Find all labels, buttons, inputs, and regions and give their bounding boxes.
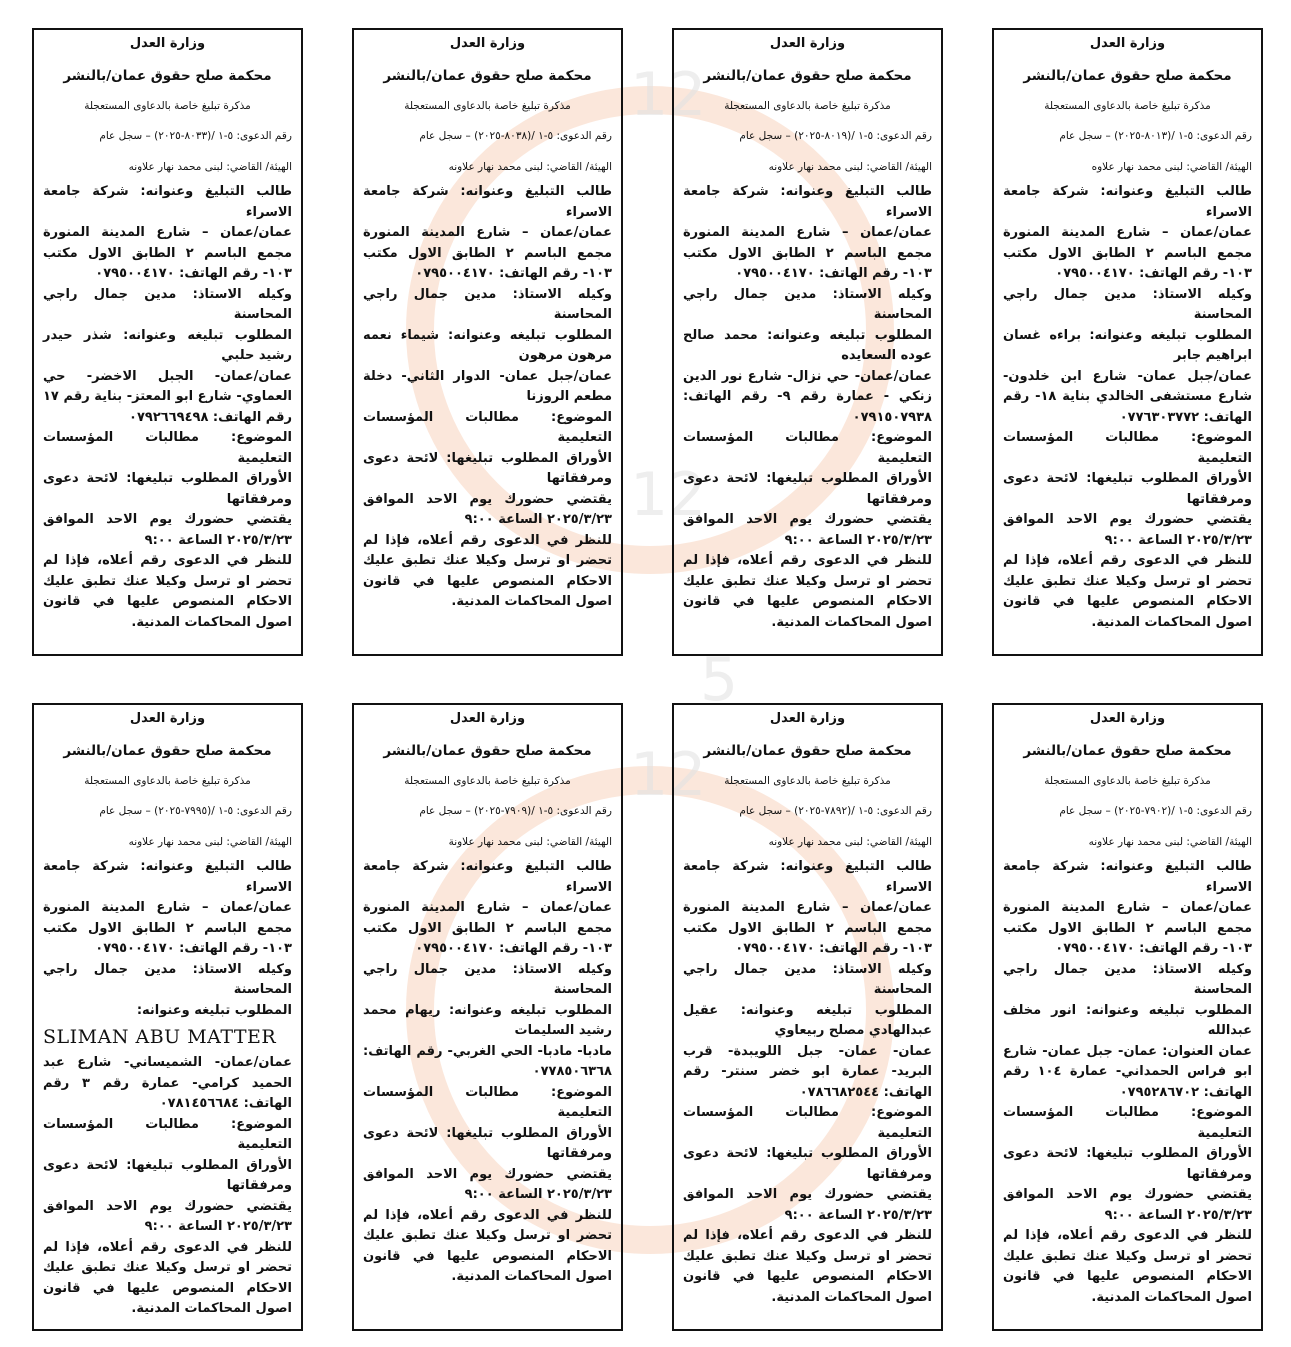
notice-body (683, 182, 932, 633)
notice-paragraph: طالب التبليغ وعنوانه: شركة جامعة الاسراء (43, 184, 292, 220)
notice-paragraph: للنظر في الدعوى رقم أعلاه، فإذا لم تحضر او ترسل وكيلا عنك تطبق عليك الاحكام المنصوص عليها في قانون اصول المحاكمات المدنية. (1003, 553, 1252, 630)
ministry-title: وزارة العدل (1089, 36, 1166, 51)
notice-paragraph: يقتضي حضورك يوم الاحد الموافق ٢٠٢٥/٣/٢٣ الساعة ٩:٠٠ (1003, 512, 1252, 548)
notice-paragraph: عمان/جبل عمان- شارع ابن خلدون- شارع مستشفى الخالدي بناية ١٨- رقم الهاتف: ٠٧٧٦٣٠٣٧٧٢ (1003, 368, 1252, 425)
judge-line: الهيئة/ القاضي: لبنى محمد نهار علاونة (448, 836, 612, 848)
notice-1 (992, 28, 1263, 656)
notice-paragraph: عمان/عمان- الجبل الاخضر- حي العماوي- شارع ابو المعتز- بناية رقم ١٧ رقم الهاتف: ٠٧٩٢٦٦٩٤٩٨ (43, 368, 292, 425)
notice-8 (32, 703, 303, 1331)
ministry-title: وزارة العدل (449, 36, 526, 51)
notice-paragraph: عمان/عمان – شارع المدينة المنورة مجمع الباسم ٢ الطابق الاول مكتب ١٠٣- رقم الهاتف: ٠٧٩٥٠٠٤١٧٠ (43, 225, 293, 281)
judge-line: الهيئة/ القاضي: لبنى محمد نهار علاونه (128, 161, 292, 173)
case-number: رقم الدعوى: ٥-١ /(٨٠٣٣-٢٠٢٥) – سجل عام (99, 130, 292, 142)
notice-paragraph: للنظر في الدعوى رقم أعلاه، فإذا لم تحضر او ترسل وكيلا عنك تطبق عليك الاحكام المنصوص عليها في قانون اصول المحاكمات المدنية. (363, 532, 612, 609)
notice-paragraph: للنظر في الدعوى رقم أعلاه، فإذا لم تحضر او ترسل وكيلا عنك تطبق عليك الاحكام المنصوص عليها في قانون اصول المحاكمات المدنية. (683, 553, 932, 630)
memo-type: مذكرة تبليغ خاصة بالدعاوى المستعجلة (1044, 775, 1211, 787)
memo-type: مذكرة تبليغ خاصة بالدعاوى المستعجلة (724, 775, 891, 787)
notice-paragraph: عمان/عمان – شارع المدينة المنورة مجمع الباسم ٢ الطابق الاول مكتب ١٠٣- رقم الهاتف: ٠٧٩٥٠٠٤١٧٠ (363, 900, 613, 956)
notice-paragraph: عمان/عمان – شارع المدينة المنورة مجمع الباسم ٢ الطابق الاول مكتب ١٠٣- رقم الهاتف: ٠٧٩٥٠٠٤١٧٠ (1003, 900, 1253, 956)
memo-type: مذكرة تبليغ خاصة بالدعاوى المستعجلة (84, 100, 251, 112)
notice-body (1003, 182, 1252, 633)
notice-paragraph: الأوراق المطلوب تبليغها: لائحة دعوى ومرفقاتها (683, 471, 932, 507)
ministry-title: وزارة العدل (1089, 711, 1166, 726)
judge-line: الهيئة/ القاضي: لبنى محمد نهار علاونه (448, 161, 612, 173)
notice-paragraph: الأوراق المطلوب تبليغها: لائحة دعوى ومرفقاتها (1003, 1146, 1252, 1182)
notice-paragraph: عمان/عمان – شارع المدينة المنورة مجمع الباسم ٢ الطابق الاول مكتب ١٠٣- رقم الهاتف: ٠٧٩٥٠٠٤١٧٠ (1003, 225, 1253, 281)
court-name: محكمة صلح حقوق عمان/بالنشر (383, 743, 592, 759)
notice-paragraph: يقتضي حضورك يوم الاحد الموافق ٢٠٢٥/٣/٢٣ الساعة ٩:٠٠ (1003, 1187, 1252, 1223)
judge-line: الهيئة/ القاضي: لبنى محمد نهار علاوه (1091, 161, 1252, 173)
notice-paragraph: الموضوع: مطالبات المؤسسات التعليمية (683, 1105, 932, 1141)
svg-text:12: 12 (630, 740, 707, 810)
notice-paragraph: عمان/عمان – شارع المدينة المنورة مجمع الباسم ٢ الطابق الاول مكتب ١٠٣- رقم الهاتف: ٠٧٩٥٠٠٤١٧٠ (363, 225, 613, 281)
notice-paragraph: المطلوب تبليغه وعنوانه: ريهام محمد رشيد السليمات (363, 1002, 612, 1038)
notice-paragraph: الأوراق المطلوب تبليغها: لائحة دعوى ومرفقاتها (683, 1146, 932, 1182)
notice-body (683, 857, 932, 1308)
notice-paragraph: الموضوع: مطالبات المؤسسات التعليمية (1003, 1105, 1252, 1141)
court-name: محكمة صلح حقوق عمان/بالنشر (63, 68, 272, 84)
notice-7 (352, 703, 623, 1331)
notice-paragraph: طالب التبليغ وعنوانه: شركة جامعة الاسراء (363, 859, 612, 895)
notice-paragraph: وكيله الاستاذ: مدين جمال راجي المحاسنة (363, 961, 612, 997)
notice-paragraph: عمان/عمان – شارع المدينة المنورة مجمع الباسم ٢ الطابق الاول مكتب ١٠٣- رقم الهاتف: ٠٧٩٥٠٠٤١٧٠ (683, 225, 933, 281)
notice-paragraph: عمان- عمان- جبل اللويبدة- قرب البريد- عمارة ابو خضر سنتر- رقم الهاتف: ٠٧٨٦٦٨٢٥٤٤ (683, 1043, 932, 1100)
memo-type: مذكرة تبليغ خاصة بالدعاوى المستعجلة (724, 100, 891, 112)
notice-paragraph: طالب التبليغ وعنوانه: شركة جامعة الاسراء (683, 184, 932, 220)
ministry-title: وزارة العدل (129, 711, 206, 726)
notice-paragraph: المطلوب تبليغه وعنوانه: عقيل عبدالهادي مصلح ربيعاوي (683, 1002, 932, 1038)
ministry-title: وزارة العدل (129, 36, 206, 51)
notice-paragraph: طالب التبليغ وعنوانه: شركة جامعة الاسراء (363, 184, 612, 220)
notice-paragraph: الموضوع: مطالبات المؤسسات التعليمية (363, 409, 612, 445)
notice-paragraph: عمان/جبل عمان- الدوار الثاني- دخلة مطعم الروزنا (363, 368, 612, 404)
notice-paragraph: وكيله الاستاذ: مدين جمال راجي المحاسنة (43, 286, 292, 322)
ministry-title: وزارة العدل (769, 36, 846, 51)
notice-paragraph: يقتضي حضورك يوم الاحد الموافق ٢٠٢٥/٣/٢٣ الساعة ٩:٠٠ (43, 1198, 292, 1234)
notice-body (43, 857, 292, 1320)
notice-3 (352, 28, 623, 656)
notice-paragraph: يقتضي حضورك يوم الاحد الموافق ٢٠٢٥/٣/٢٣ الساعة ٩:٠٠ (43, 512, 292, 548)
notice-paragraph: وكيله الاستاذ: مدين جمال راجي المحاسنة (43, 961, 292, 997)
notice-paragraph: عمان/عمان- حي نزال- شارع نور الدين زنكي - عمارة رقم ٩- رقم الهاتف: ٠٧٩١٥٠٧٩٣٨ (683, 368, 932, 425)
notice-paragraph: طالب التبليغ وعنوانه: شركة جامعة الاسراء (683, 859, 932, 895)
court-name: محكمة صلح حقوق عمان/بالنشر (703, 743, 912, 759)
notice-paragraph: المطلوب تبليغه وعنوانه: شذر حيدر رشيد حلبي (43, 327, 292, 363)
judge-line: الهيئة/ القاضي: لبنى محمد نهار علاونه (128, 836, 292, 848)
ministry-title: وزارة العدل (769, 711, 846, 726)
svg-text:12: 12 (630, 460, 707, 530)
notice-paragraph: الأوراق المطلوب تبليغها: لائحة دعوى ومرفقاتها (43, 1157, 292, 1193)
notice-body (43, 182, 292, 633)
notice-body (363, 857, 612, 1288)
svg-text:12: 12 (630, 60, 707, 130)
memo-type: مذكرة تبليغ خاصة بالدعاوى المستعجلة (404, 100, 571, 112)
case-number: رقم الدعوى: ٥-١ /(٨٠١٣-٢٠٢٥) – سجل عام (1059, 130, 1252, 142)
notice-paragraph: يقتضي حضورك يوم الاحد الموافق ٢٠٢٥/٣/٢٣ الساعة ٩:٠٠ (683, 512, 932, 548)
case-number: رقم الدعوى: ٥-١ /(٨٠١٩-٢٠٢٥) – سجل عام (739, 130, 932, 142)
court-name: محكمة صلح حقوق عمان/بالنشر (703, 68, 912, 84)
notice-paragraph: للنظر في الدعوى رقم أعلاه، فإذا لم تحضر او ترسل وكيلا عنك تطبق عليك الاحكام المنصوص عليها في قانون اصول المحاكمات المدنية. (1003, 1228, 1252, 1305)
court-name: محكمة صلح حقوق عمان/بالنشر (1023, 68, 1232, 84)
notice-2 (672, 28, 943, 656)
notice-paragraph: وكيله الاستاذ: مدين جمال راجي المحاسنة (683, 286, 932, 322)
notice-paragraph: طالب التبليغ وعنوانه: شركة جامعة الاسراء (43, 859, 292, 895)
notice-paragraph: SLIMAN ABU MATTER (43, 1026, 277, 1048)
notice-paragraph: الموضوع: مطالبات المؤسسات التعليمية (1003, 430, 1252, 466)
notice-paragraph: يقتضي حضورك يوم الاحد الموافق ٢٠٢٥/٣/٢٣ الساعة ٩:٠٠ (683, 1187, 932, 1223)
case-number: رقم الدعوى: ٥-١ /(٧٩٩٥-٢٠٢٥) – سجل عام (99, 805, 292, 817)
notice-paragraph: وكيله الاستاذ: مدين جمال راجي المحاسنة (1003, 961, 1252, 997)
notice-paragraph: عمان العنوان: عمان- جبل عمان- شارع ابو فراس الحمداني- عمارة ١٠٤ رقم الهاتف: ٠٧٩٥٢٨٦٧٠٢ (1003, 1043, 1252, 1100)
notice-paragraph: الأوراق المطلوب تبليغها: لائحة دعوى ومرفقاتها (1003, 471, 1252, 507)
notice-paragraph: المطلوب تبليغه وعنوانه: انور مخلف عبدالله (1003, 1002, 1252, 1038)
notice-paragraph: للنظر في الدعوى رقم أعلاه، فإذا لم تحضر او ترسل وكيلا عنك تطبق عليك الاحكام المنصوص عليها في قانون اصول المحاكمات المدنية. (43, 1239, 292, 1316)
notice-paragraph: يقتضي حضورك يوم الاحد الموافق ٢٠٢٥/٣/٢٣ الساعة ٩:٠٠ (363, 491, 612, 527)
notice-paragraph: مادبا- مادبا- الحي الغربي- رقم الهاتف: ٠٧٧٨٥٠٦٣٦٨ (363, 1043, 612, 1079)
notice-paragraph: عمان/عمان – شارع المدينة المنورة مجمع الباسم ٢ الطابق الاول مكتب ١٠٣- رقم الهاتف: ٠٧٩٥٠٠٤١٧٠ (43, 900, 293, 956)
notice-paragraph: عمان/عمان – شارع المدينة المنورة مجمع الباسم ٢ الطابق الاول مكتب ١٠٣- رقم الهاتف: ٠٧٩٥٠٠٤١٧٠ (683, 900, 933, 956)
notice-paragraph: المطلوب تبليغه وعنوانه: براءه غسان ابراهيم جابر (1003, 327, 1252, 363)
notice-body (1003, 857, 1252, 1308)
svg-text:5: 5 (700, 645, 739, 715)
notice-4 (32, 28, 303, 656)
judge-line: الهيئة/ القاضي: لبنى محمد نهار علاونه (1088, 836, 1252, 848)
notice-paragraph: طالب التبليغ وعنوانه: شركة جامعة الاسراء (1003, 859, 1252, 895)
notice-body (363, 182, 612, 613)
notice-paragraph: وكيله الاستاذ: مدين جمال راجي المحاسنة (1003, 286, 1252, 322)
memo-type: مذكرة تبليغ خاصة بالدعاوى المستعجلة (404, 775, 571, 787)
notice-paragraph: للنظر في الدعوى رقم أعلاه، فإذا لم تحضر او ترسل وكيلا عنك تطبق عليك الاحكام المنصوص عليها في قانون اصول المحاكمات المدنية. (683, 1228, 932, 1305)
judge-line: الهيئة/ القاضي: لبنى محمد نهار علاونه (768, 836, 932, 848)
notice-paragraph: طالب التبليغ وعنوانه: شركة جامعة الاسراء (1003, 184, 1252, 220)
notice-paragraph: الأوراق المطلوب تبليغها: لائحة دعوى ومرفقاتها (43, 471, 292, 507)
notice-paragraph: للنظر في الدعوى رقم أعلاه، فإذا لم تحضر او ترسل وكيلا عنك تطبق عليك الاحكام المنصوص عليها في قانون اصول المحاكمات المدنية. (43, 553, 292, 630)
memo-type: مذكرة تبليغ خاصة بالدعاوى المستعجلة (1044, 100, 1211, 112)
court-name: محكمة صلح حقوق عمان/بالنشر (63, 743, 272, 759)
case-number: رقم الدعوى: ٥-١ /(٨٠٣٨-٢٠٢٥) – سجل عام (419, 130, 612, 142)
notice-paragraph: المطلوب تبليغه وعنوانه: شيماء نعمه مرهون مرهون (363, 327, 612, 363)
notice-paragraph: وكيله الاستاذ: مدين جمال راجي المحاسنة (683, 961, 932, 997)
notice-6 (672, 703, 943, 1331)
memo-type: مذكرة تبليغ خاصة بالدعاوى المستعجلة (84, 775, 251, 787)
notice-paragraph: عمان/عمان- الشميساني- شارع عبد الحميد كرامي- عمارة رقم ٣ رقم الهاتف: ٠٧٨١٤٥٦٦٨٤ (43, 1055, 292, 1111)
court-name: محكمة صلح حقوق عمان/بالنشر (383, 68, 592, 84)
notice-paragraph: المطلوب تبليغه وعنوانه: (136, 1002, 292, 1018)
case-number: رقم الدعوى: ٥-١ /(٧٩٠٢-٢٠٢٥) – سجل عام (1059, 805, 1252, 817)
notice-paragraph: للنظر في الدعوى رقم أعلاه، فإذا لم تحضر او ترسل وكيلا عنك تطبق عليك الاحكام المنصوص عليها في قانون اصول المحاكمات المدنية. (363, 1207, 612, 1284)
notice-paragraph: الأوراق المطلوب تبليغها: لائحة دعوى ومرفقاتها (363, 450, 612, 486)
notice-paragraph: الموضوع: مطالبات المؤسسات التعليمية (683, 430, 932, 466)
notice-paragraph: الموضوع: مطالبات المؤسسات التعليمية (43, 1116, 292, 1152)
notice-paragraph: الموضوع: مطالبات المؤسسات التعليمية (363, 1084, 612, 1120)
notice-paragraph: المطلوب تبليغه وعنوانه: محمد صالح عوده السعايده (683, 327, 932, 363)
notice-paragraph: الأوراق المطلوب تبليغها: لائحة دعوى ومرفقاتها (363, 1125, 612, 1161)
ministry-title: وزارة العدل (449, 711, 526, 726)
notice-5 (992, 703, 1263, 1331)
notice-paragraph: يقتضي حضورك يوم الاحد الموافق ٢٠٢٥/٣/٢٣ الساعة ٩:٠٠ (363, 1166, 612, 1202)
case-number: رقم الدعوى: ٥-١ /(٧٩٠٩-٢٠٢٥) – سجل عام (419, 805, 612, 817)
notice-paragraph: وكيله الاستاذ: مدين جمال راجي المحاسنة (363, 286, 612, 322)
judge-line: الهيئة/ القاضي: لبنى محمد نهار علاونه (768, 161, 932, 173)
court-name: محكمة صلح حقوق عمان/بالنشر (1023, 743, 1232, 759)
case-number: رقم الدعوى: ٥-١ /(٧٨٩٢-٢٠٢٥) – سجل عام (739, 805, 932, 817)
notice-paragraph: الموضوع: مطالبات المؤسسات التعليمية (43, 430, 292, 466)
